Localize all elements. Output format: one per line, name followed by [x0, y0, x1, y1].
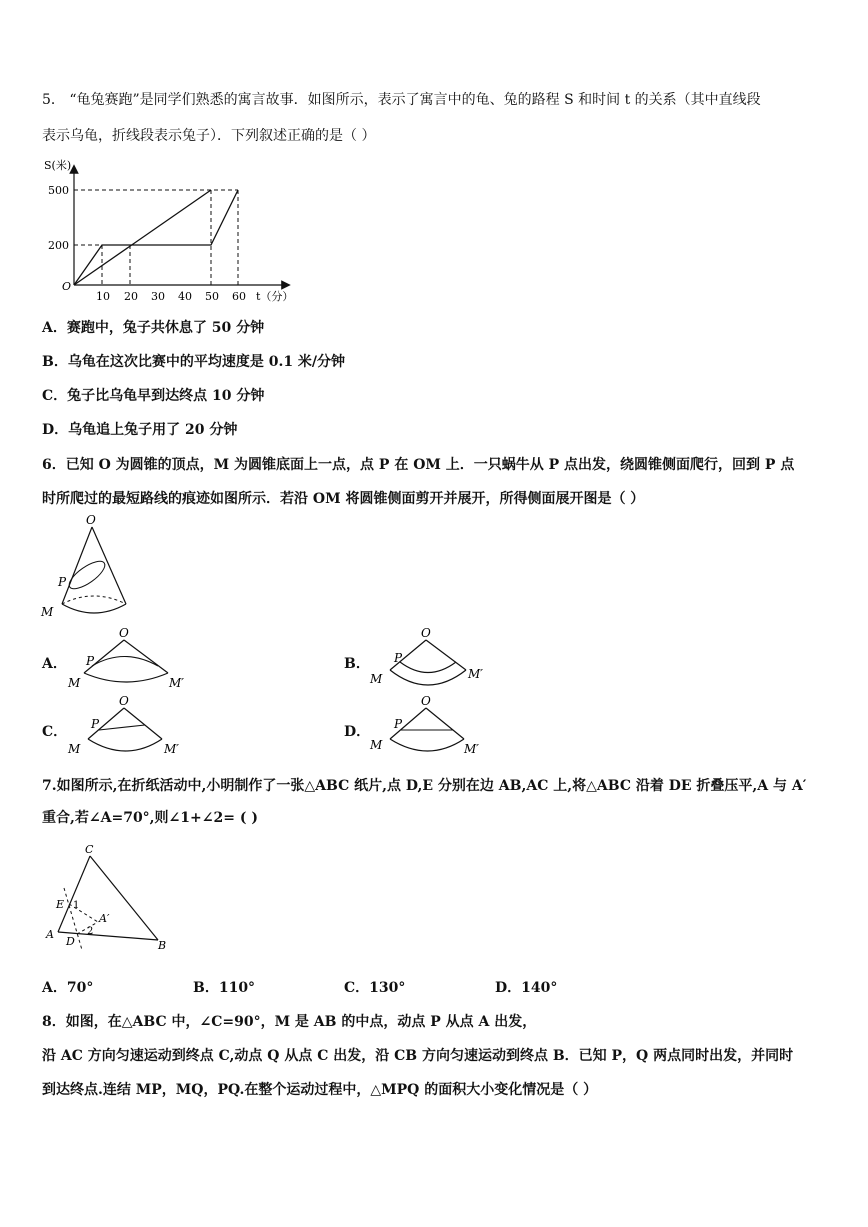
q8-stem-line1: 8．如图，在△ABC 中，∠C=90°，M 是 AB 的中点，动点 P 从点 A 出发，	[42, 1014, 537, 1030]
svg-text:O: O	[421, 626, 431, 640]
q6-option-c-fan	[64, 693, 194, 763]
q5-stem-line2: 表示乌龟，折线段表示兔子）．下列叙述正确的是（ ）	[42, 128, 376, 144]
svg-text:M: M	[68, 676, 81, 690]
y-tick-200: 200	[48, 239, 69, 252]
svg-text:M: M	[370, 672, 383, 686]
x-axis-label: t（分）	[256, 290, 294, 303]
x-tick-40: 40	[178, 290, 192, 303]
q6-option-a-fan	[64, 625, 194, 695]
q6-cone-figure	[36, 512, 146, 624]
q5-option-a: A．赛跑中，兔子共休息了 50 分钟	[42, 320, 265, 336]
svg-text:P: P	[394, 717, 403, 731]
svg-text:O: O	[119, 694, 129, 708]
label-a: A	[46, 928, 54, 941]
q7-option-b: B．110°	[193, 980, 256, 996]
cone-label-o: O	[86, 513, 96, 527]
tortoise-line	[74, 190, 211, 285]
q8-stem-line3: 到达终点.连结 MP，MQ，PQ.在整个运动过程中，△MPQ 的面积大小变化情况是（ ）	[42, 1082, 598, 1098]
q6-stem-line1: 6．已知 O 为圆锥的顶点，M 为圆锥底面上一点，点 P 在 OM 上．一只蜗牛从 P 点出发，绕圆锥侧面爬行，回到 P 点	[42, 457, 795, 473]
x-tick-50: 50	[205, 290, 219, 303]
q6-option-d-fan	[368, 693, 498, 763]
cone-label-p: P	[58, 575, 67, 589]
x-tick-10: 10	[96, 290, 110, 303]
x-tick-20: 20	[124, 290, 138, 303]
label-c: C	[85, 843, 94, 856]
cone-label-m: M	[41, 605, 54, 619]
q7-triangle-figure	[42, 842, 182, 954]
q7-stem-line1: 7.如图所示,在折纸活动中,小明制作了一张△ABC 纸片,点 D,E 分别在边 AB,AC 上,将△ABC 沿着 DE 折叠压平,A 与 A′	[42, 778, 807, 794]
q7-option-a: A．70°	[42, 980, 94, 996]
q5-option-c: C．兔子比乌龟早到达终点 10 分钟	[42, 388, 265, 404]
q5-stem-line1: 5． “龟兔赛跑”是同学们熟悉的寓言故事．如图所示，表示了寓言中的龟、兔的路程 S 和时间 t 的关系（其中直线段	[42, 92, 761, 108]
rabbit-polyline	[74, 190, 238, 285]
svg-text:O: O	[421, 694, 431, 708]
x-tick-30: 30	[151, 290, 165, 303]
q5-option-d: D．乌龟追上兔子用了 20 分钟	[42, 422, 238, 438]
svg-text:M: M	[68, 742, 81, 756]
label-b: B	[158, 939, 167, 952]
q6-option-b-label: B．	[344, 656, 370, 672]
label-2: 2	[87, 926, 94, 937]
q5-option-b: B．乌龟在这次比赛中的平均速度是 0.1 米/分钟	[42, 354, 346, 370]
q6-option-b-fan	[368, 625, 498, 695]
svg-text:O: O	[119, 626, 129, 640]
svg-text:M′: M′	[164, 742, 180, 756]
svg-text:P: P	[86, 654, 95, 668]
q6-option-a-label: A．	[42, 656, 67, 672]
q5-graph	[40, 155, 300, 305]
label-a-prime: A′	[99, 912, 110, 925]
q7-option-d: D．140°	[495, 980, 558, 996]
q8-stem-line2: 沿 AC 方向匀速运动到终点 C,动点 Q 从点 C 出发，沿 CB 方向匀速运动到终点 B．已知 P，Q 两点同时出发，并同时	[42, 1048, 794, 1064]
y-axis-label: S(米)	[44, 159, 72, 172]
x-tick-60: 60	[232, 290, 246, 303]
svg-text:M′: M′	[464, 742, 480, 756]
svg-text:P: P	[394, 651, 403, 665]
q7-option-c: C．130°	[344, 980, 406, 996]
svg-text:M′: M′	[468, 667, 484, 681]
label-1: 1	[73, 900, 80, 911]
q7-stem-line2: 重合,若∠A=70°,则∠1+∠2= ( )	[42, 810, 258, 826]
label-d: D	[66, 935, 75, 948]
label-e: E	[56, 898, 65, 911]
q6-stem-line2: 时所爬过的最短路线的痕迹如图所示．若沿 OM 将圆锥侧面剪开并展开，所得侧面展开图是（ ）	[42, 491, 645, 507]
q6-option-d-label: D．	[344, 724, 371, 740]
svg-text:M′: M′	[169, 676, 185, 690]
origin-label: O	[62, 280, 72, 293]
q6-option-c-label: C．	[42, 724, 68, 740]
svg-text:P: P	[91, 717, 100, 731]
y-tick-500: 500	[48, 184, 69, 197]
svg-text:M: M	[370, 738, 383, 752]
